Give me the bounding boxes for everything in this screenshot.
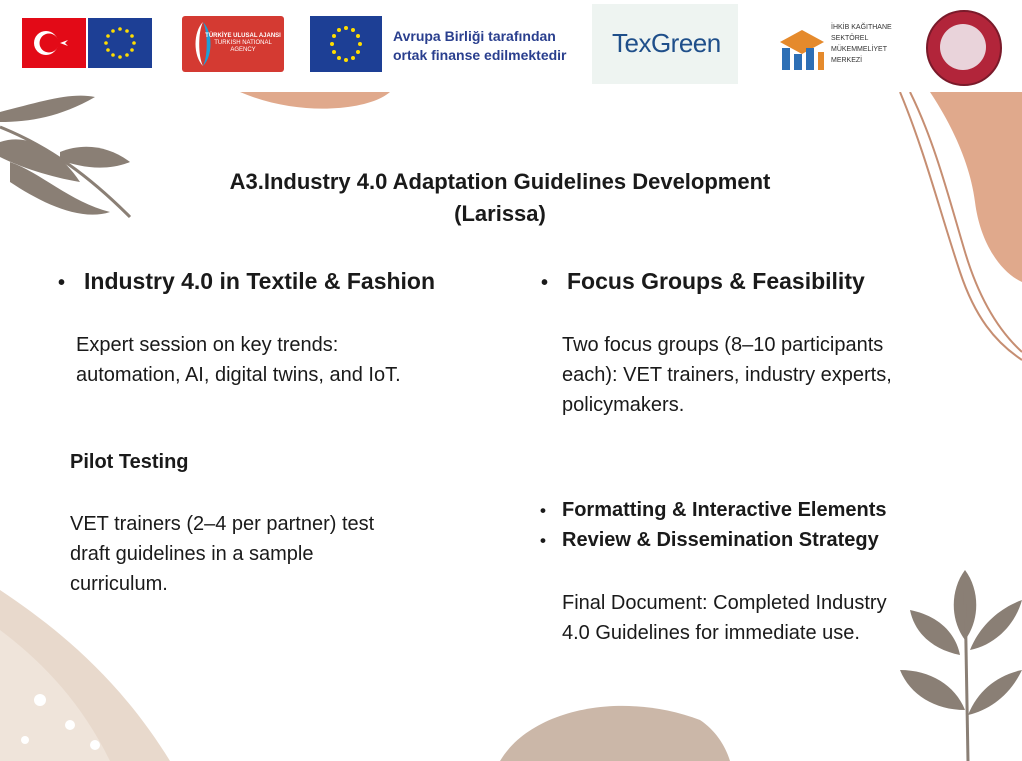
- eu-flag-logo: [88, 18, 152, 68]
- ihkib-logo-icon: [776, 22, 828, 74]
- bottom-left-shape-decoration: [0, 590, 200, 761]
- partner-logo-bar: [0, 0, 1022, 92]
- final-document-description: Final Document: Completed Industry 4.0 Guidelines for immediate use.: [562, 592, 887, 644]
- pilot-testing-description: VET trainers (2–4 per partner) test draft guidelines in a sample curriculum.: [70, 513, 375, 595]
- bottom-center-blob-decoration: [500, 700, 730, 761]
- bottom-right-leaf-decoration: [890, 570, 1022, 761]
- turkey-flag-logo: [22, 18, 86, 68]
- ihkib-caption: İHKİB KAĞITHANE SEKTÖREL MÜKEMMELİYET MERKEZİ: [831, 24, 892, 64]
- review-bullet: • Review & Dissemination Strategy: [540, 529, 879, 552]
- pilot-testing-label: Pilot Testing: [70, 451, 189, 473]
- eu-emblem-logo: [310, 16, 382, 72]
- eu-cofunded-caption: Avrupa Birliği tarafından ortak finanse edilmektedir: [393, 28, 567, 63]
- right-bullet-heading: • Focus Groups & Feasibility: [541, 268, 865, 295]
- slide-title: A3.Industry 4.0 Adaptation Guidelines Development (Larissa): [229, 169, 771, 226]
- school-seal-emblem-icon: [940, 24, 986, 70]
- left-description: Expert session on key trends: automation, AI, digital twins, and IoT.: [76, 334, 401, 386]
- texgreen-logo: TexGreen: [612, 28, 721, 58]
- top-blob-decoration: [240, 92, 390, 114]
- right-description: Two focus groups (8–10 participants each): VET trainers, industry experts, policymakers.: [562, 334, 892, 416]
- left-bullet-heading: • Industry 4.0 in Textile & Fashion: [58, 268, 435, 295]
- agency-caption: TÜRKİYE ULUSAL AJANSI TURKISH NATIONAL AGENCY: [205, 33, 281, 53]
- formatting-bullet: • Formatting & Interactive Elements: [540, 499, 887, 522]
